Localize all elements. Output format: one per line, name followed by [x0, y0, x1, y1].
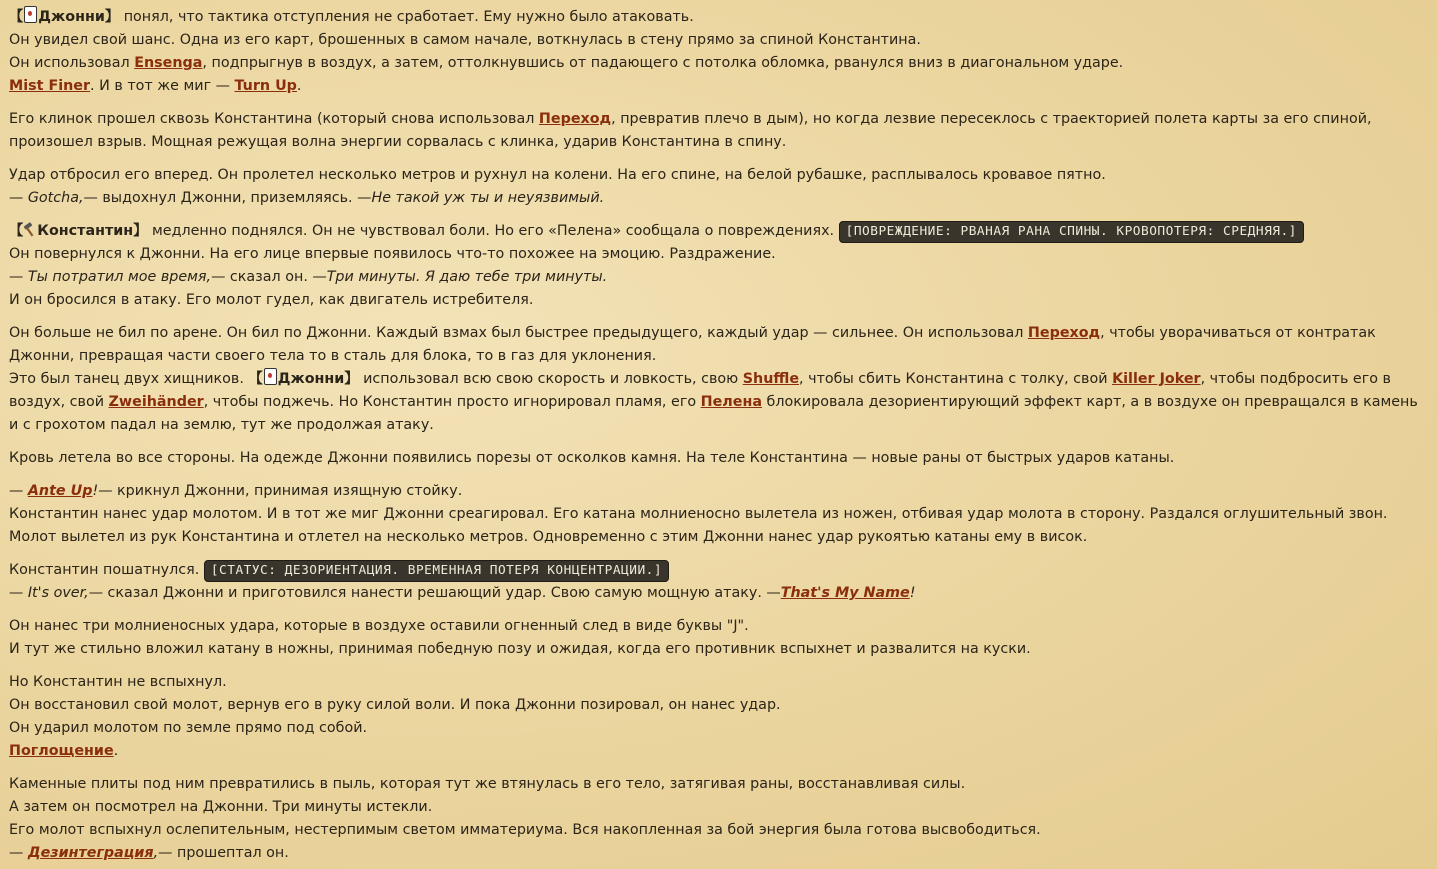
dialogue: , — [153, 845, 159, 861]
bracket: 【 — [248, 371, 263, 387]
text: , чтобы уворачиваться от контратак Джонни, превращая части своего тела то в сталь для блока, то в газ для уклонения. — [9, 325, 1376, 364]
dialogue: Три минуты. Я даю тебе три минуты. — [326, 269, 608, 285]
bracket: 】 — [344, 371, 359, 387]
text: — прошептал он. — [158, 845, 289, 861]
skill-link-perehod[interactable]: Переход — [538, 111, 612, 127]
paragraph — [9, 480, 1428, 549]
paragraph — [9, 108, 1428, 154]
skill-link-killer-joker[interactable]: Killer Joker — [1112, 371, 1201, 387]
text: Это был танец двух хищников. — [9, 371, 249, 387]
character-name: Джонни — [38, 9, 105, 25]
text: , подпрыгнув в воздух, а затем, оттолкнувшись от падающего с потолка обломка, рванулся вниз в диагональном ударе. — [202, 55, 1124, 71]
paragraph — [9, 559, 1428, 605]
text: — крикнул Джонни, принимая изящную стойку. — [98, 483, 463, 499]
text: — сказал он. — — [211, 269, 327, 285]
text: использовал всю свою скорость и ловкость, свою — [358, 371, 743, 387]
text: Он повернулся к Джонни. На его лице впервые появилось что-то похожее на эмоцию. Раздражение. — [9, 246, 776, 262]
text: Он ударил молотом по земле прямо под собой. — [9, 720, 368, 736]
bracket: 【 — [9, 223, 24, 239]
dialogue: ! — [909, 585, 916, 601]
dialogue: Не такой уж ты и неуязвимый. — [371, 190, 605, 206]
text: понял, что тактика отступления не сработает. Ему нужно было атаковать. — [119, 9, 694, 25]
skill-link-ensenga[interactable]: Ensenga — [134, 55, 203, 71]
skill-link-disintegration[interactable]: Дезинтеграция — [27, 845, 154, 861]
text: . И в тот же миг — — [90, 78, 235, 94]
text: , чтобы поджечь. Но Константин просто игнорировал пламя, его — [203, 394, 701, 410]
skill-link-perehod[interactable]: Переход — [1027, 325, 1101, 341]
skill-link-absorption[interactable]: Поглощение — [9, 743, 114, 759]
text: , превратив плечо в дым), но когда лезвие пересеклось с траекторией полета карты за его спиной, произошел взрыв. Мощная режущая волна энергии сорвалась с клинка, ударив Константина в спину. — [9, 111, 1372, 150]
paragraph — [9, 220, 1428, 312]
status-badge-disorientation: [СТАТУС: ДЕЗОРИЕНТАЦИЯ. ВРЕМЕННАЯ ПОТЕРЯ КОНЦЕНТРАЦИИ.] — [204, 560, 669, 582]
text: Удар отбросил его вперед. Он пролетел несколько метров и рухнул на колени. На его спине, на белой рубашке, расплывалось кровавое пятно. — [9, 167, 1106, 183]
text: — выдохнул Джонни, приземляясь. — — [83, 190, 372, 206]
skill-link-turn-up[interactable]: Turn Up — [234, 78, 297, 94]
bracket: 】 — [133, 223, 148, 239]
character-name: Джонни — [277, 371, 345, 387]
text: Константин нанес удар молотом. И в тот же миг Джонни среагировал. Его катана молниеносно вылетела из ножен, отбивая удар молота в сторону. Раздался оглушительный звон. Молот вылетел из рук Константина и отлетел на несколько метров. Одновременно с этим Джонни нанес удар рукоятью катаны ему в висок. — [9, 506, 1388, 545]
text: медленно поднялся. Он не чувствовал боли. Но его «Пелена» сообщала о повреждениях. — [147, 223, 839, 239]
skill-link-mist-finer[interactable]: Mist Finer — [9, 78, 91, 94]
text: — — [9, 269, 28, 285]
paragraph — [9, 6, 1428, 98]
text: — сказал Джонни и приготовился нанести решающий удар. Свою самую мощную атаку. — — [88, 585, 781, 601]
text: Каменные плиты под ним превратились в пыль, которая тут же втянулась в его тело, затягивая раны, восстанавливая силы. — [9, 776, 966, 792]
text: А затем он посмотрел на Джонни. Три минуты истекли. — [9, 799, 433, 815]
text: — — [9, 845, 28, 861]
text: Его молот вспыхнул ослепительным, нестерпимым светом имматериума. Вся накопленная за бой энергия была готова высвободиться. — [9, 822, 1041, 838]
skill-link-zweihander[interactable]: Zweihänder — [108, 394, 204, 410]
dialogue: Gotcha, — [27, 190, 84, 206]
character-name: Константин — [37, 223, 134, 239]
text: . — [296, 78, 302, 94]
paragraph — [9, 164, 1428, 210]
text: — — [9, 483, 28, 499]
skill-link-thats-my-name[interactable]: That's My Name — [780, 585, 910, 601]
text: Константин пошатнулся. — [9, 562, 204, 578]
text: , чтобы сбить Константина с толку, свой — [799, 371, 1113, 387]
dialogue: ! — [92, 483, 99, 499]
bracket: 】 — [104, 9, 120, 25]
paragraph — [9, 773, 1428, 865]
skill-link-pelena[interactable]: Пелена — [700, 394, 762, 410]
skill-link-shuffle[interactable]: Shuffle — [742, 371, 800, 387]
text: блокировала дезориентирующий эффект карт, а в воздухе он превращался в камень и с грохотом падал на землю, тут же продолжая атаку. — [9, 394, 1418, 433]
text: Но Константин не вспыхнул. — [9, 674, 227, 690]
text: — — [9, 190, 28, 206]
card-icon — [24, 6, 37, 23]
bracket: 【 — [9, 9, 24, 25]
text: — — [9, 585, 28, 601]
paragraph — [9, 615, 1428, 661]
skill-link-ante-up[interactable]: Ante Up — [27, 483, 93, 499]
dialogue: It's over, — [27, 585, 89, 601]
paragraph — [9, 447, 1428, 470]
text: . — [113, 743, 119, 759]
text: Он восстановил свой молот, вернув его в руку силой воли. И пока Джонни позировал, он нанес удар. — [9, 697, 781, 713]
paragraph — [9, 322, 1428, 437]
text: И он бросился в атаку. Его молот гудел, как двигатель истребителя. — [9, 292, 534, 308]
dialogue: Ты потратил мое время, — [27, 269, 212, 285]
text: Он увидел свой шанс. Одна из его карт, брошенных в самом начале, воткнулась в стену прямо за спиной Константина. — [9, 32, 921, 48]
text: Он использовал — [9, 55, 135, 71]
text: И тут же стильно вложил катану в ножны, принимая победную позу и ожидая, когда его противник вспыхнет и развалится на куски. — [9, 641, 1031, 657]
text: Его клинок прошел сквозь Константина (который снова использовал — [9, 111, 539, 127]
text: , чтобы подбросить его в воздух, свой — [9, 371, 1391, 410]
status-badge-damage: [ПОВРЕЖДЕНИЕ: РВАНАЯ РАНА СПИНЫ. КРОВОПОТЕРЯ: СРЕДНЯЯ.] — [839, 221, 1304, 243]
hammer-icon — [23, 222, 37, 237]
paragraph — [9, 671, 1428, 763]
text: Он нанес три молниеносных удара, которые в воздухе оставили огненный след в виде буквы "J". — [9, 618, 749, 634]
text: Кровь летела во все стороны. На одежде Джонни появились порезы от осколков камня. На теле Константина — новые раны от быстрых ударов катаны. — [9, 450, 1175, 466]
text: Он больше не бил по арене. Он бил по Джонни. Каждый взмах был быстрее предыдущего, каждый удар — сильнее. Он использовал — [9, 325, 1028, 341]
card-icon — [264, 368, 277, 385]
